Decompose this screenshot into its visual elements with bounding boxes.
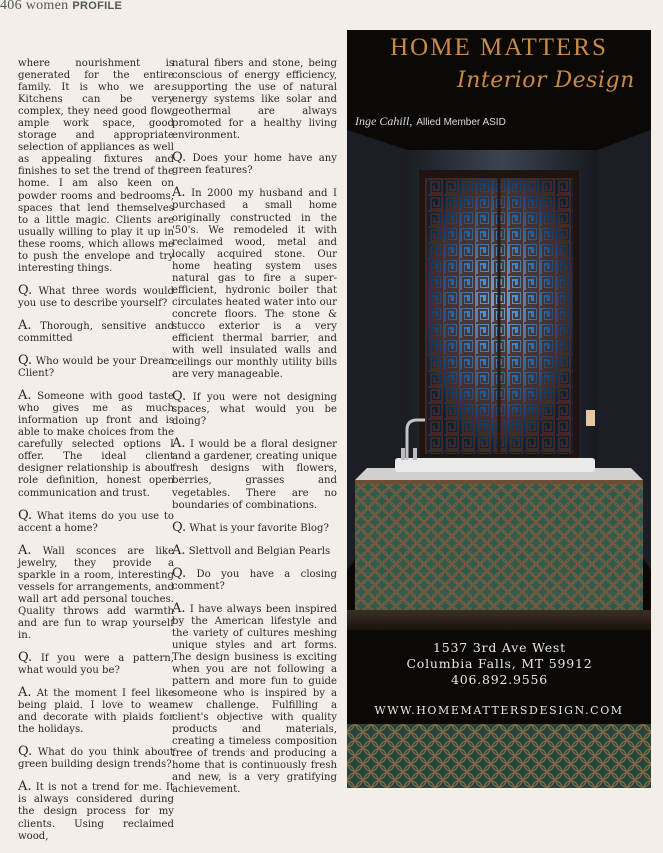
answer-marker: A. <box>172 542 186 558</box>
answer-paragraph <box>172 600 337 797</box>
question-marker: Q. <box>18 650 33 666</box>
answer-marker: A. <box>18 685 32 701</box>
answer-paragraph <box>18 58 174 275</box>
question-paragraph <box>172 152 337 177</box>
page-header <box>0 0 345 14</box>
answer-paragraph <box>18 542 174 642</box>
paragraph-text: Thorough, sensitive and committed <box>18 320 174 344</box>
question-marker: Q. <box>18 353 33 369</box>
paragraph-text: Wall sconces are like jewelry, they provide a sparkle in a room, interesting vessels for arrangements, and wall art add personal touches. Quality throws add warmth and are fun to wrap yourself in. <box>18 545 174 641</box>
question-paragraph <box>172 565 337 593</box>
ad-address <box>387 640 612 688</box>
paragraph-text: What do you think about green building design trends? <box>18 747 174 771</box>
phone-number: 406.892.9556 <box>450 672 549 687</box>
question-paragraph <box>172 519 337 535</box>
bathroom-photo <box>347 130 651 630</box>
question-marker: Q. <box>18 507 33 523</box>
question-marker: Q. <box>172 150 187 166</box>
answer-paragraph <box>172 542 337 558</box>
question-paragraph <box>18 355 174 380</box>
paragraph-text: Slettvoll and Belgian Pearls <box>188 545 331 557</box>
paragraph-text: What is your favorite Blog? <box>189 522 329 534</box>
paragraph-text: What three words would you use to describe yourself? <box>18 285 174 309</box>
section-label: PROFILE <box>72 0 123 12</box>
question-marker: Q. <box>172 565 187 581</box>
answer-paragraph <box>18 390 174 499</box>
ad-website: WWW.HOMEMATTERSDESIGN.COM <box>374 704 624 717</box>
article-column-2 <box>172 58 337 807</box>
tile-border <box>347 724 651 788</box>
answer-paragraph <box>172 438 337 511</box>
question-marker: Q. <box>18 744 33 760</box>
designer-credential: Allied Member ASID <box>416 117 506 128</box>
answer-paragraph <box>18 317 174 345</box>
question-paragraph <box>18 746 174 771</box>
magazine-name: 406 women <box>0 0 69 13</box>
answer-marker: A. <box>172 436 186 452</box>
paragraph-text: If you were a pattern, what would you be? <box>18 653 174 677</box>
answer-marker: A. <box>172 600 186 616</box>
question-paragraph <box>172 391 337 428</box>
paragraph-text: where nourishment is generated for the entire family. It is who we are. Kitchens can be very complex, they need good flow, ample work space, good storage and appropriate selection of appliances as well as appealing fixtures and finishes to set the trend of the home. I am also keen on powder rooms and bedrooms, spaces that lend themselves to a little magic. Clients are usually willing to play it up in these rooms, which allows me to push the envelope and try interesting things. <box>18 58 174 274</box>
paragraph-text: I have always been inspired by the American lifestyle and the variety of cultures meshing unique styles and art forms. The design business is exciting when you are not following a pattern and more fun to guide someone who is inspired by a new challenge. Fulfilling a client's objective with quality products and materials, creating a timeless composition free of trends and producing a home that is continuously fresh and new, is a very gratifying achievement. <box>172 603 337 796</box>
advertisement <box>347 30 651 788</box>
answer-marker: A. <box>18 542 32 558</box>
address-line-1: 1537 3rd Ave West <box>433 640 566 655</box>
answer-marker: A. <box>18 317 32 333</box>
ad-brand-title: HOME MATTERS <box>390 34 608 61</box>
answer-paragraph <box>18 781 174 842</box>
ad-tagline: Interior Design <box>457 68 635 93</box>
answer-marker: A. <box>172 185 186 201</box>
paragraph-text: Who would be your Dream Client? <box>18 356 174 380</box>
answer-marker: A. <box>18 779 32 795</box>
designer-name: Inge Cahill, <box>355 114 413 128</box>
answer-marker: A. <box>18 388 32 404</box>
paragraph-text: Do you have a closing comment? <box>172 568 337 592</box>
paragraph-text: What items do you use to accent a home? <box>18 510 174 534</box>
question-paragraph <box>18 652 174 677</box>
answer-paragraph <box>18 687 174 736</box>
paragraph-text: I would be a floral designer and a gardener, creating unique fresh designs with flowers, berries, grasses and vegetables. There are no boundaries of combinations. <box>172 439 338 511</box>
paragraph-text: It is not a trend for me. It is always considered during the design process for my clients. Using reclaimed wood, <box>18 782 174 842</box>
article-column-1 <box>18 58 174 853</box>
paragraph-text: Does your home have any green features? <box>172 153 337 177</box>
paragraph-text: If you were not designing spaces, what would you be doing? <box>172 392 337 428</box>
paragraph-text: At the moment I feel like being plaid. I love to wear and decorate with plaids for the holidays. <box>18 688 174 736</box>
paragraph-text: natural fibers and stone, being conscious of energy efficiency, supporting the use of natural energy systems like solar and geothermal are always promoted for a healthy living environment. <box>172 58 337 142</box>
question-paragraph <box>18 282 174 310</box>
answer-paragraph <box>172 187 337 381</box>
question-marker: Q. <box>172 389 187 405</box>
paragraph-text: Someone with good taste who gives me as much information up front and is able to make choices from the carefully selected options I offer. The ideal client designer relationship is about role definition, honest open communication and trust. <box>18 391 174 499</box>
paragraph-text: In 2000 my husband and I purchased a small home originally constructed in the '50's. We remodeled it with reclaimed wood, metal and locally acquired stone. Our home heating system uses natural gas to fire a super-efficient, hydronic boiler that circulates heated water into our concrete floors. The stone & stucco exterior is a very efficient thermal barrier, and with well insulated walls and ceilings our monthly utility bills are very manageable. <box>172 188 337 381</box>
question-marker: Q. <box>18 282 33 298</box>
question-marker: Q. <box>172 519 187 535</box>
ad-designer-name <box>355 114 506 129</box>
question-paragraph <box>18 507 174 535</box>
answer-paragraph <box>172 58 337 142</box>
address-line-2: Columbia Falls, MT 59912 <box>406 656 593 671</box>
